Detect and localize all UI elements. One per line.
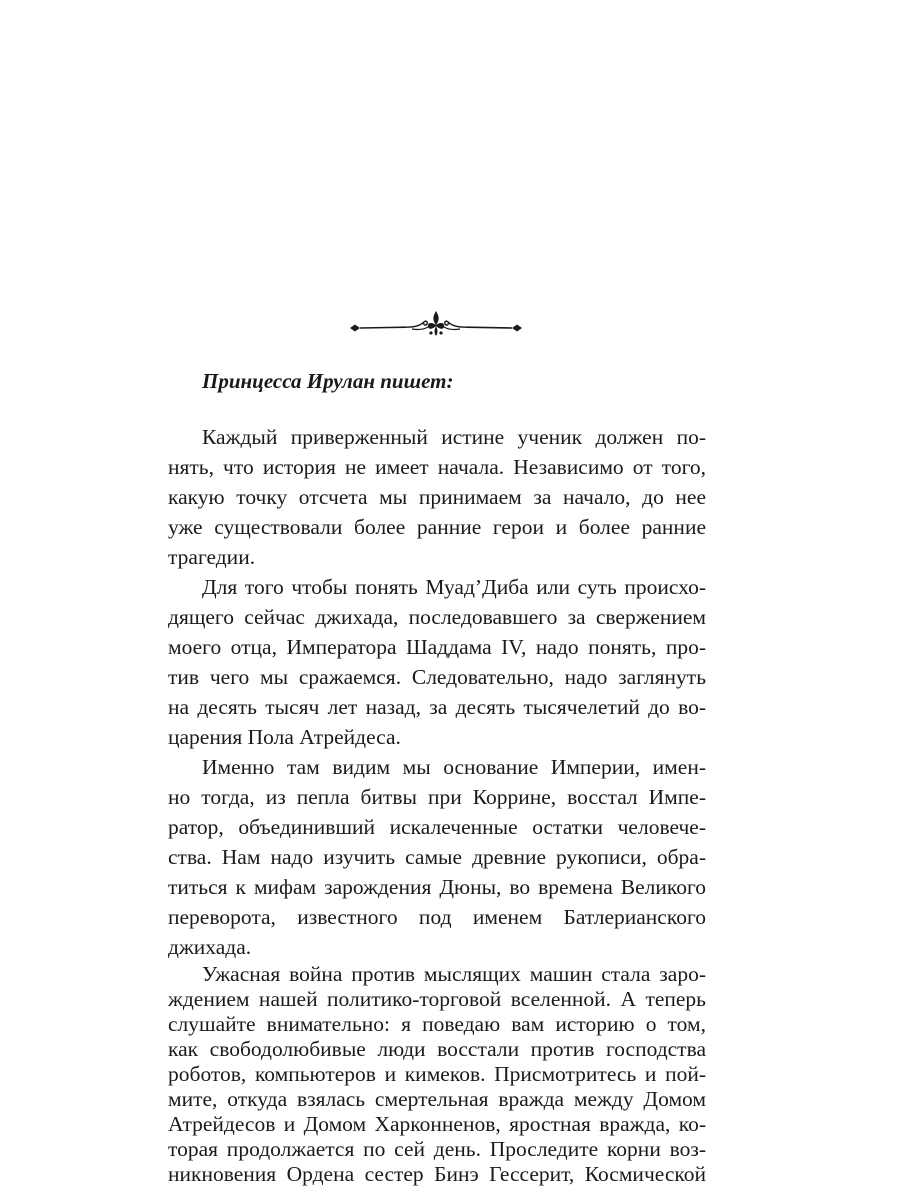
text-line: ждением нашей политико-торговой вселенной. А теперь xyxy=(168,987,706,1011)
text-line: никновения Ордена сестер Бинэ Гессерит, Космической xyxy=(168,1162,706,1186)
text-line: джихада. xyxy=(168,935,252,959)
text-line: какую точку отсчета мы принимаем за начало, до нее xyxy=(168,485,706,509)
text-line: на десять тысяч лет назад, за десять тысячелетий до во- xyxy=(168,695,706,719)
text-line: но тогда, из пепла битвы при Коррине, восстал Импе- xyxy=(168,785,706,809)
text-line: тив чего мы сражаемся. Следовательно, надо заглянуть xyxy=(168,665,706,689)
section-heading: Принцесса Ирулан пишет: xyxy=(202,369,454,393)
text-line: уже существовали более ранние герои и более ранние xyxy=(168,515,706,539)
text-line: ства. Нам надо изучить самые древние рукописи, обра- xyxy=(168,845,706,869)
text-line: роботов, компьютеров и кимеков. Присмотритесь и пой- xyxy=(168,1062,706,1086)
text-line: торая продолжается по сей день. Проследите корни воз- xyxy=(168,1137,706,1161)
fleuron-divider-icon xyxy=(348,308,524,344)
text-line: Атрейдесов и Домом Харконненов, яростная вражда, ко- xyxy=(168,1112,706,1136)
text-line: Именно там видим мы основание Империи, имен- xyxy=(202,755,706,779)
text-line: Ужасная война против мыслящих машин стала заро- xyxy=(202,962,706,986)
text-line: Для того чтобы понять Муад’Диба или суть происхо- xyxy=(202,575,706,599)
text-line: нять, что история не имеет начала. Независимо от того, xyxy=(168,455,706,479)
text-line: моего отца, Императора Шаддама IV, надо понять, про- xyxy=(168,635,706,659)
text-line: мите, откуда взялась смертельная вражда между Домом xyxy=(168,1087,706,1111)
text-line: слушайте внимательно: я поведаю вам историю о том, xyxy=(168,1012,706,1036)
text-line: как свободолюбивые люди восстали против господства xyxy=(168,1037,706,1061)
text-line: титься к мифам зарождения Дюны, во времена Великого xyxy=(168,875,706,899)
text-line: дящего сейчас джихада, последовавшего за свержением xyxy=(168,605,706,629)
text-line: переворота, известного под именем Батлерианского xyxy=(168,905,706,929)
text-line: трагедии. xyxy=(168,545,256,569)
text-line: Каждый приверженный истине ученик должен по- xyxy=(202,425,706,449)
text-line: ратор, объединивший искалеченные остатки человече- xyxy=(168,815,706,839)
text-line: царения Пола Атрейдеса. xyxy=(168,725,401,749)
